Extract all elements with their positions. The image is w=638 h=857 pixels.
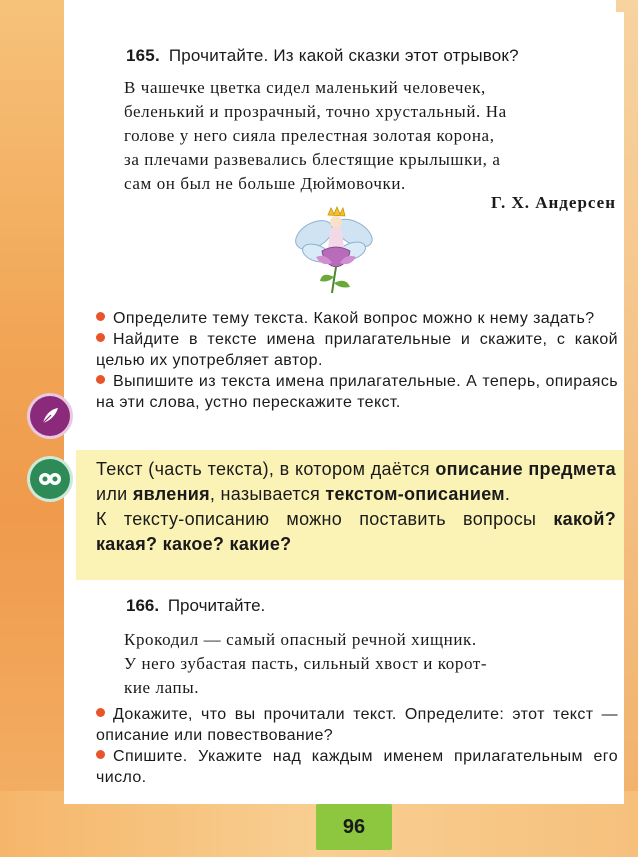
list-item [96, 704, 618, 746]
rule-text-part: или [96, 484, 133, 504]
exercise-165-number: 165. [126, 46, 160, 65]
text-line: за плечами развевались блестящие крылышки, а [124, 150, 501, 169]
rule-text-part: К тексту-описанию можно поставить вопросы [96, 509, 554, 529]
rule-text [96, 457, 616, 557]
text-line: В чашечке цветка сидел маленький человечек, [124, 78, 486, 97]
exercise-165-instruction: Прочитайте. Из какой сказки этот отрывок? [168, 46, 519, 65]
list-item [96, 746, 618, 788]
bullet-icon [96, 708, 105, 717]
text-line: голове у него сияла прелестная золотая корона, [124, 126, 495, 145]
exercise-166-tasks [96, 704, 618, 788]
rule-text-part: . [504, 484, 511, 504]
rule-text-part: , называется [209, 484, 326, 504]
rule-questions: какой? какая? какое? какие? [96, 509, 616, 554]
exercise-165-text [124, 76, 616, 196]
list-item [96, 371, 618, 413]
rule-paragraph [96, 457, 616, 507]
exercise-165-title [126, 46, 606, 66]
author-name: Г. Х. Андерсен [491, 193, 616, 212]
text-line: кие лапы. [124, 678, 200, 697]
bullet-icon [96, 750, 105, 759]
task-text: Определите тему текста. Какой вопрос можно к нему задать? [113, 310, 595, 327]
exercise-166-text [124, 628, 616, 700]
text-line: сам он был не больше Дюймовочки. [124, 174, 406, 193]
text-line: У него зубастая пасть, сильный хвост и корот- [124, 654, 488, 673]
elf-illustration [292, 205, 376, 295]
text-line: беленький и прозрачный, точно хрустальный. На [124, 102, 507, 121]
exercise-166-instruction: Прочитайте. [167, 596, 266, 615]
bullet-icon [96, 375, 105, 384]
exercise-166-number: 166. [126, 596, 160, 615]
bullet-icon [96, 312, 105, 321]
rule-term: описание предмета [435, 459, 616, 479]
task-text: Докажите, что вы прочитали текст. Определите: этот текст — описание или повествование? [96, 706, 618, 744]
owl-eyes-icon [30, 459, 70, 499]
task-text: Найдите в тексте имена прилагательные и скажите, с какой целью их употребляет автор. [96, 331, 618, 369]
task-text: Спишите. Укажите над каждым именем прилагательным его число. [96, 748, 618, 786]
bullet-icon [96, 333, 105, 342]
exercise-165-tasks [96, 308, 618, 413]
exercise-166-title [126, 596, 265, 616]
list-item [96, 308, 618, 329]
rule-term: текстом-описанием [325, 484, 505, 504]
list-item [96, 329, 618, 371]
text-line: Крокодил — самый опасный речной хищник. [124, 630, 477, 649]
rule-term: явления [132, 484, 210, 504]
rule-paragraph [96, 507, 616, 557]
task-text: Выпишите из текста имена прилагательные. А теперь, опираясь на эти слова, устно перескажите текст. [96, 373, 618, 411]
rule-text-part: Текст (часть текста), в котором даётся [96, 459, 436, 479]
page-number: 96 [316, 804, 392, 850]
feather-pen-icon [30, 396, 70, 436]
